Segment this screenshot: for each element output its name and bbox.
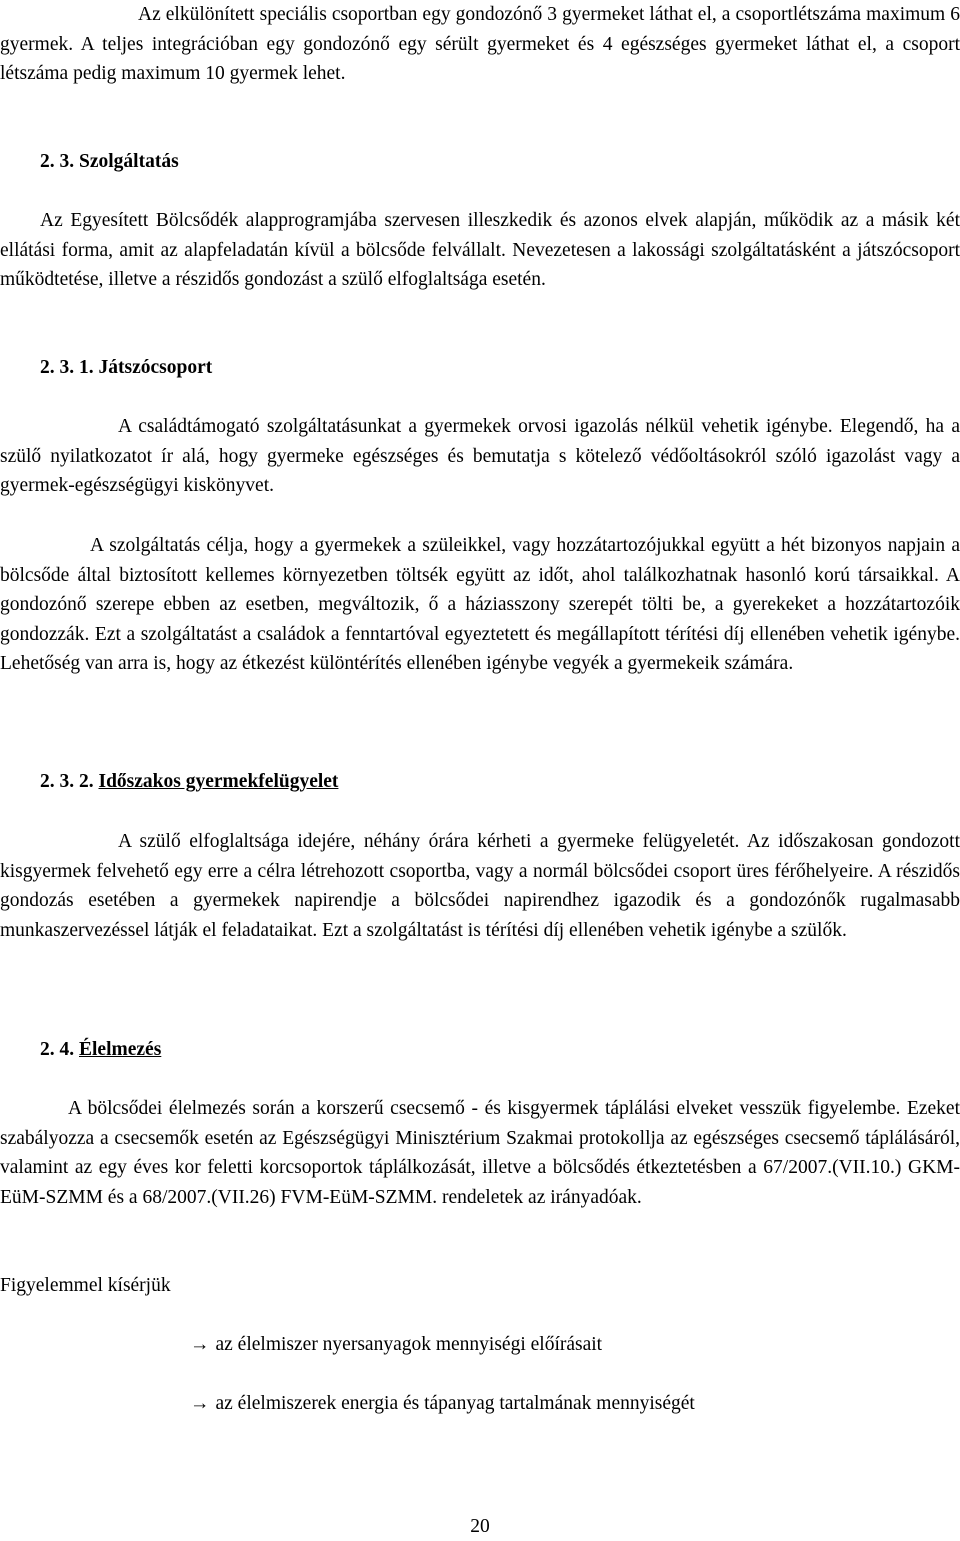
section-2-3-2-paragraph-block bbox=[0, 827, 960, 945]
section-2-3-paragraph-block bbox=[0, 206, 960, 295]
list-item-text: az élelmiszer nyersanyagok mennyiségi előírásait bbox=[215, 1334, 603, 1355]
section-2-4-paragraph-block bbox=[0, 1094, 960, 1212]
section-number: 2. 4. bbox=[40, 1039, 75, 1060]
section-2-3-2-paragraph: A szülő elfoglaltsága idejére, néhány órára kérheti a gyermeke felügyeletét. Az időszakosan gondozott kisgyermek felvehető egy erre a célra létrehozott csoportba, vagy a normál bölcsődei csoport üres férőhelyeire. A részidős gondozás esetében a gyermekek napirendje a bölcsődei napirendhez igazodik és a gondozónők rugalmasabb munkaszervezéssel látják el feladataikat. Ezt a szolgáltatást is térítési díj ellenében vehetik igénybe a szülők. bbox=[0, 831, 960, 941]
section-title: Szolgáltatás bbox=[79, 151, 179, 172]
intro-paragraph-block bbox=[0, 0, 960, 89]
page-number: 20 bbox=[470, 1516, 490, 1537]
section-title: Játszócsoport bbox=[98, 357, 213, 378]
section-2-3-paragraph: Az Egyesített Bölcsődék alapprogramjába szervesen illeszkedik és azonos elvek alapján, működik az a másik két ellátási forma, amit az alapfeladatán kívül a bölcsőde felvállalt. Nevezetesen a lakossági szolgáltatásként a játszócsoport működtetése, illetve a részidős gondozást a szülő elfoglaltsága esetén. bbox=[0, 210, 960, 290]
arrow-right-icon: → bbox=[190, 1334, 210, 1355]
section-2-3-1-paragraph1-block bbox=[0, 412, 960, 501]
section-2-3-1-paragraph2: A szolgáltatás célja, hogy a gyermekek a szüleikkel, vagy hozzátartozójukkal együtt a hét bizonyos napjain a bölcsőde által biztosított kellemes környezetben töltsék együtt az időt, ahol találkozhatnak hasonló korú társaikkal. A gondozónő szerepe ebben az esetben, megváltozik, ő a háziasszony szerepét tölti be, a gyerekeket a hozzátartozóik gondozzák. Ezt a szolgáltatást a családok a fenntartóval egyeztetett és megállapított térítési díj ellenében vehetik igénybe. Lehetőség van arra is, hogy az étkezést különtérítés ellenében igénybe vegyék a gyermekeik számára. bbox=[0, 535, 960, 674]
section-2-4-lead-block bbox=[0, 1271, 960, 1301]
intro-paragraph: Az elkülönített speciális csoportban egy gondozónő 3 gyermeket láthat el, a csoportlétszáma maximum 6 gyermek. A teljes integrációban egy gondozónő egy sérült gyermeket és 4 egészséges gyermeket láthat el, a csoport létszáma pedig maximum 10 gyermek lehet. bbox=[0, 4, 960, 84]
section-2-4-lead: Figyelemmel kísérjük bbox=[0, 1275, 171, 1296]
list-item bbox=[190, 1389, 695, 1418]
section-2-4-paragraph: A bölcsődei élelmezés során a korszerű csecsemő - és kisgyermek táplálási elveket vesszük figyelembe. Ezeket szabályozza a csecsemők esetén az Egészségügyi Minisztérium Szakmai protokollja az egészséges csecsemő táplálásáról, valamint az egy éves kor feletti korcsoportok táplálkozását, illetve a bölcsődés étkeztetésben a 67/2007.(VII.10.) GKM-EüM-SZMM és a 68/2007.(VII.26) FVM-EüM-SZMM. rendeletek az irányadóak. bbox=[0, 1098, 960, 1208]
section-title: Időszakos gyermekfelügyelet bbox=[98, 771, 339, 792]
section-number: 2. 3. bbox=[40, 151, 75, 172]
section-heading-2-3-1 bbox=[40, 353, 212, 382]
section-heading-2-3 bbox=[40, 147, 179, 176]
section-2-3-1-paragraph2-block bbox=[0, 531, 960, 679]
section-title: Élelmezés bbox=[79, 1039, 162, 1060]
list-item bbox=[190, 1330, 602, 1359]
arrow-right-icon: → bbox=[190, 1393, 210, 1414]
section-heading-2-3-2 bbox=[40, 767, 338, 796]
section-number: 2. 3. 2. bbox=[40, 771, 94, 792]
section-heading-2-4 bbox=[40, 1035, 161, 1064]
list-item-text: az élelmiszerek energia és tápanyag tartalmának mennyiségét bbox=[215, 1393, 695, 1414]
section-2-3-1-paragraph1: A családtámogató szolgáltatásunkat a gyermekek orvosi igazolás nélkül vehetik igénybe. Elegendő, ha a szülő nyilatkozatot ír alá, hogy gyermeke egészséges és bemutatja s kötelező védőoltásokról szóló igazolást vagy a gyermek-egészségügyi kiskönyvet. bbox=[0, 416, 960, 496]
section-number: 2. 3. 1. bbox=[40, 357, 94, 378]
